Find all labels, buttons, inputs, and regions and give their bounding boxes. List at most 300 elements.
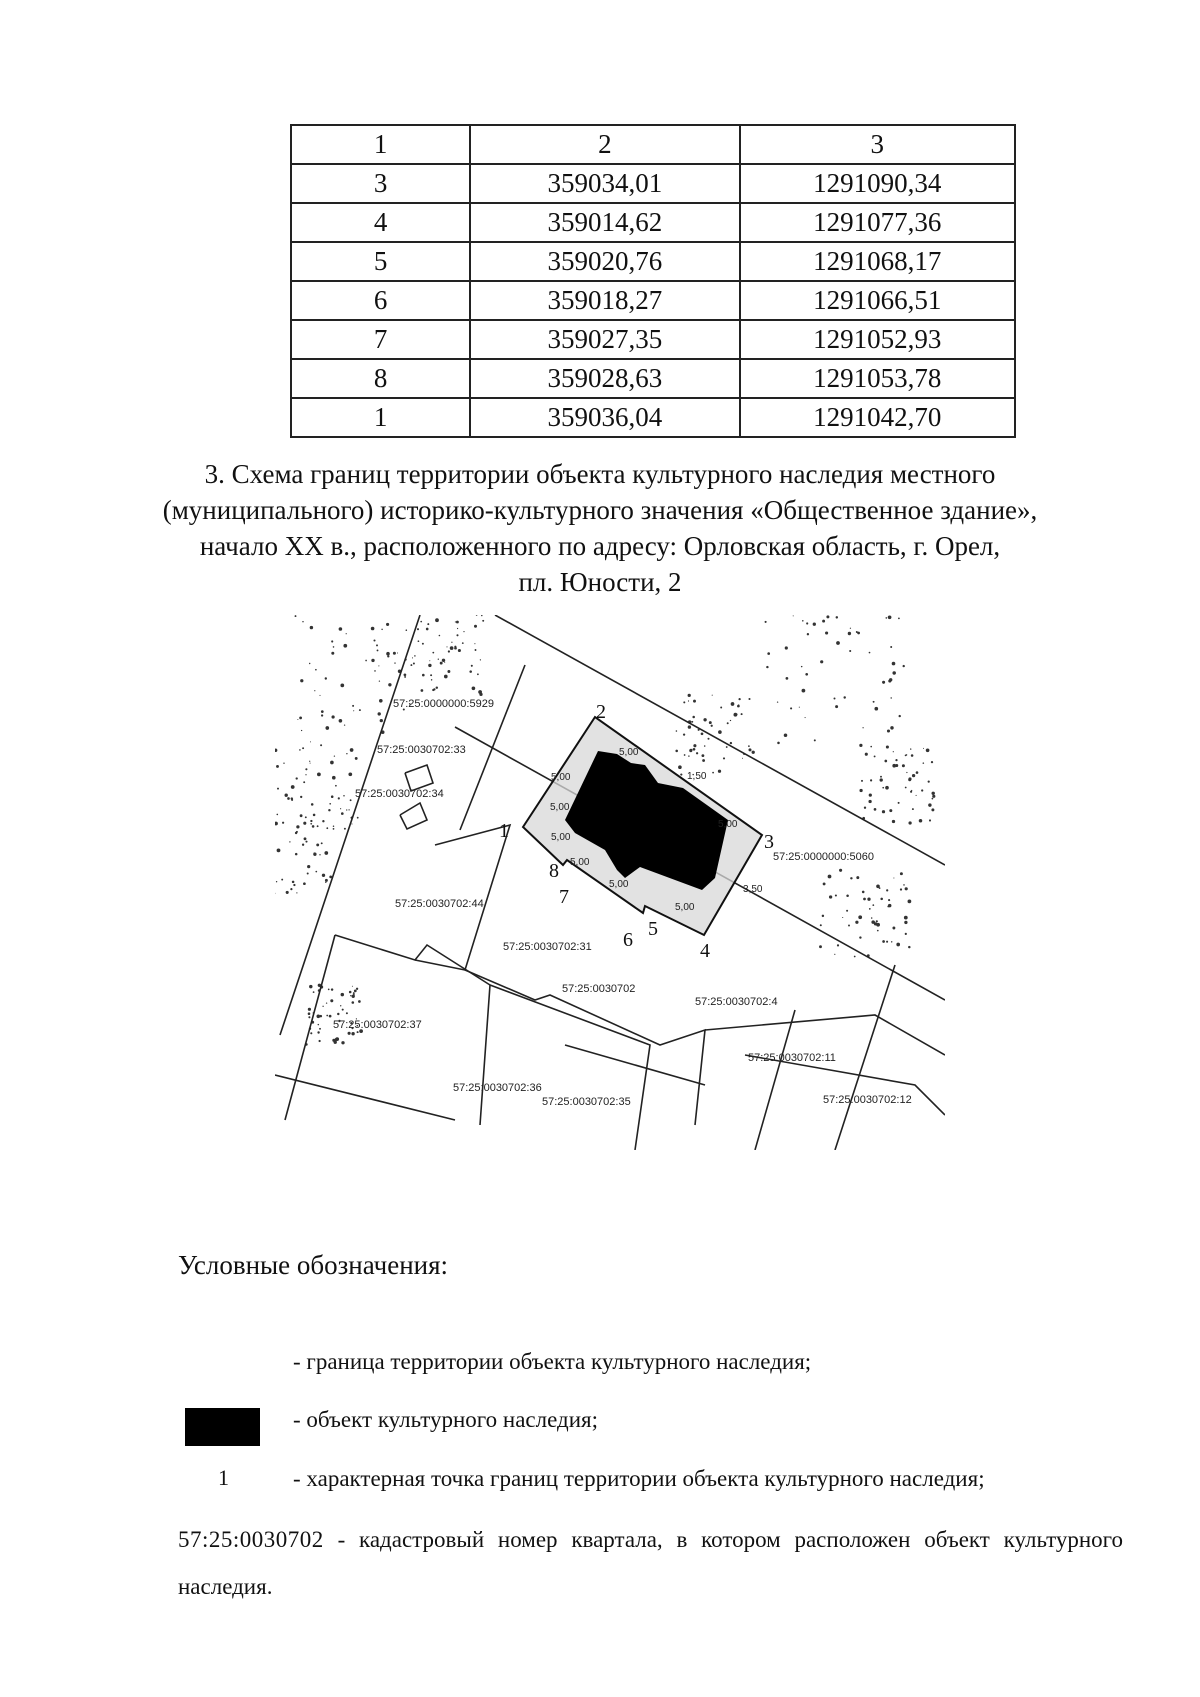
noise-dot — [277, 788, 279, 790]
table-row — [291, 281, 1015, 320]
table-cell: 1291052,93 — [740, 320, 1016, 359]
noise-dot — [843, 696, 845, 698]
noise-dot — [325, 879, 328, 882]
parcel-label-11: 57:25:0030702:11 — [748, 1052, 836, 1064]
noise-dot — [456, 634, 458, 636]
noise-dot — [856, 876, 859, 879]
noise-dot — [748, 745, 750, 747]
noise-dot — [296, 831, 298, 833]
noise-dot — [886, 941, 888, 943]
noise-dot — [882, 810, 885, 813]
noise-dot — [319, 695, 320, 696]
noise-dot — [332, 715, 335, 718]
cadastral-number: 57:25:0030702 — [178, 1527, 324, 1552]
noise-dot — [916, 771, 919, 774]
parcel-label-37: 57:25:0030702:37 — [333, 1019, 422, 1031]
noise-dot — [276, 765, 279, 768]
noise-dot — [476, 615, 478, 616]
noise-dot — [885, 617, 887, 619]
noise-dot — [874, 922, 877, 925]
noise-dot — [404, 676, 406, 678]
noise-dot — [848, 925, 850, 927]
noise-dot — [692, 716, 695, 719]
noise-dot — [849, 650, 851, 652]
dimension-label: 5,00 — [609, 879, 629, 890]
noise-dot — [343, 644, 347, 648]
parcel-35-line — [565, 1045, 705, 1085]
noise-dot — [379, 699, 383, 703]
table-cell: 5 — [291, 242, 470, 281]
noise-dot — [908, 946, 910, 948]
noise-dot — [328, 989, 330, 991]
noise-dot — [859, 744, 862, 747]
table-cell: 359034,01 — [470, 164, 739, 203]
noise-dot — [310, 1032, 312, 1034]
noise-dot — [786, 677, 789, 680]
noise-dot — [321, 710, 324, 713]
noise-dot — [295, 615, 297, 617]
noise-dot — [928, 803, 931, 806]
noise-dot — [378, 712, 381, 715]
noise-dot — [435, 618, 439, 622]
noise-dot — [333, 826, 334, 827]
noise-dot — [324, 851, 328, 855]
noise-dot — [304, 837, 307, 840]
noise-dot — [386, 652, 390, 656]
noise-dot — [322, 820, 324, 822]
noise-dot — [730, 742, 732, 744]
noise-dot — [348, 1032, 351, 1035]
noise-dot — [892, 820, 895, 823]
table-row — [291, 203, 1015, 242]
noise-dot — [693, 748, 696, 751]
noise-dot — [684, 754, 686, 756]
noise-dot — [908, 777, 911, 780]
noise-dot — [766, 666, 768, 668]
point-label-3: 3 — [764, 831, 774, 853]
table-header-cell: 1 — [291, 125, 470, 164]
noise-dot — [900, 872, 903, 875]
noise-dot — [855, 921, 858, 924]
noise-dot — [718, 770, 721, 773]
noise-dot — [412, 657, 413, 658]
noise-dot — [328, 809, 330, 811]
noise-dot — [854, 956, 856, 958]
noise-dot — [873, 701, 875, 703]
table-cell: 1291053,78 — [740, 359, 1016, 398]
noise-dot — [726, 746, 728, 748]
noise-dot — [903, 884, 905, 886]
noise-dot — [806, 622, 808, 624]
noise-dot — [310, 626, 313, 629]
parcel-label-5060: 57:25:0000000:5060 — [773, 851, 874, 863]
noise-dot — [352, 1001, 355, 1004]
noise-dot — [857, 632, 860, 635]
noise-dot — [837, 944, 839, 946]
noise-dot — [738, 704, 740, 706]
noise-dot — [472, 686, 476, 690]
noise-dot — [329, 803, 331, 805]
noise-dot — [305, 841, 307, 843]
noise-dot — [299, 749, 301, 751]
noise-dot — [358, 1000, 361, 1003]
noise-dot — [356, 988, 358, 990]
noise-dot — [300, 814, 303, 817]
noise-dot — [835, 705, 838, 708]
noise-dot — [413, 662, 415, 664]
noise-dot — [344, 828, 346, 830]
noise-dot — [420, 621, 422, 623]
noise-dot — [820, 924, 822, 926]
noise-dot — [442, 659, 445, 662]
parcel-label-34: 57:25:0030702:34 — [355, 788, 444, 800]
noise-dot — [344, 724, 345, 725]
point-label-2: 2 — [596, 701, 606, 723]
noise-dot — [784, 734, 788, 738]
parcel-line-1 — [460, 665, 525, 830]
point-label-1: 1 — [499, 820, 509, 842]
noise-dot — [683, 701, 685, 703]
noise-dot — [343, 795, 345, 797]
noise-dot — [329, 1015, 332, 1018]
noise-dot — [333, 828, 335, 830]
noise-dot — [357, 1031, 359, 1033]
coordinates-table — [290, 124, 1016, 438]
noise-dot — [394, 662, 395, 663]
noise-dot — [305, 774, 306, 775]
noise-dot — [326, 1002, 327, 1003]
noise-dot — [895, 759, 897, 761]
noise-dot — [829, 895, 832, 898]
noise-dot — [892, 927, 895, 930]
noise-dot — [319, 1028, 321, 1030]
noise-dot — [426, 628, 429, 631]
noise-dot — [428, 664, 431, 667]
noise-dot — [309, 663, 310, 664]
noise-dot — [317, 825, 319, 827]
noise-dot — [376, 644, 378, 646]
noise-dot — [825, 631, 828, 634]
noise-dot — [371, 659, 374, 662]
noise-dot — [702, 759, 705, 762]
noise-dot — [309, 985, 312, 988]
noise-dot — [882, 940, 885, 943]
noise-dot — [314, 690, 315, 691]
noise-dot — [397, 652, 398, 653]
noise-dot — [908, 821, 911, 824]
noise-dot — [334, 755, 335, 756]
noise-dot — [872, 904, 874, 906]
noise-dot — [381, 629, 382, 630]
noise-dot — [326, 827, 328, 829]
noise-dot — [357, 817, 359, 819]
noise-dot — [310, 741, 311, 742]
noise-dot — [450, 646, 454, 650]
noise-dot — [342, 1009, 344, 1011]
noise-dot — [432, 652, 434, 654]
noise-dot — [904, 921, 907, 924]
noise-dot — [916, 795, 917, 796]
noise-dot — [431, 679, 432, 680]
noise-dot — [731, 702, 735, 706]
noise-dot — [303, 822, 306, 825]
noise-dot — [870, 746, 872, 748]
noise-dot — [828, 875, 832, 879]
table-header-row — [291, 125, 1015, 164]
noise-dot — [889, 809, 892, 812]
parcel-label-12: 57:25:0030702:12 — [823, 1094, 912, 1106]
noise-dot — [406, 629, 408, 631]
parcel-label-31: 57:25:0030702:31 — [503, 941, 592, 953]
noise-dot — [332, 776, 336, 780]
legend-object-swatch — [185, 1408, 260, 1446]
noise-dot — [730, 720, 731, 721]
noise-dot — [303, 882, 306, 885]
point-label-5: 5 — [648, 918, 658, 940]
noise-dot — [877, 930, 879, 932]
noise-dot — [340, 808, 341, 809]
noise-dot — [350, 748, 354, 752]
noise-dot — [932, 798, 934, 800]
noise-dot — [377, 649, 379, 651]
noise-dot — [341, 993, 344, 996]
parcel-label-quarter: 57:25:0030702 — [562, 983, 636, 995]
dimension-label: 5,00 — [619, 747, 639, 758]
noise-dot — [440, 662, 443, 665]
noise-dot — [898, 618, 900, 620]
noise-dot — [422, 643, 424, 645]
noise-dot — [880, 776, 882, 778]
noise-dot — [807, 633, 809, 635]
noise-dot — [864, 807, 866, 809]
caption-line-4: пл. Юности, 2 — [518, 567, 682, 597]
noise-dot — [734, 713, 738, 717]
dimension-label: 5,00 — [551, 772, 571, 783]
noise-dot — [834, 954, 835, 955]
noise-dot — [283, 763, 284, 764]
noise-dot — [340, 1005, 341, 1006]
noise-dot — [355, 757, 358, 760]
noise-dot — [839, 869, 842, 872]
noise-dot — [862, 891, 865, 894]
table-cell: 1 — [291, 398, 470, 437]
noise-dot — [379, 680, 380, 681]
caption-line-1: 3. Схема границ территории объекта культурного наследия местного — [204, 459, 996, 489]
noise-dot — [691, 721, 693, 723]
noise-dot — [276, 881, 277, 882]
point-label-4: 4 — [700, 940, 710, 962]
noise-dot — [353, 710, 354, 711]
table-row — [291, 242, 1015, 281]
noise-dot — [326, 1015, 328, 1017]
noise-dot — [282, 822, 284, 824]
noise-dot — [707, 738, 709, 740]
noise-dot — [438, 659, 439, 660]
noise-dot — [317, 773, 321, 777]
noise-dot — [321, 842, 323, 844]
table-header-cell: 2 — [470, 125, 739, 164]
noise-dot — [712, 772, 714, 774]
noise-dot — [475, 649, 477, 651]
noise-dot — [887, 729, 890, 732]
noise-dot — [333, 646, 335, 648]
noise-dot — [886, 889, 888, 891]
noise-dot — [888, 904, 891, 907]
dimension-label: 5,00 — [675, 902, 695, 913]
noise-dot — [693, 744, 696, 747]
table-cell: 359018,27 — [470, 281, 739, 320]
noise-dot — [348, 809, 349, 810]
noise-dot — [910, 748, 911, 749]
noise-dot — [296, 892, 297, 893]
noise-dot — [303, 781, 305, 783]
legend-boundary-text: - граница территории объекта культурного наследия; — [293, 1349, 812, 1374]
noise-dot — [785, 646, 788, 649]
noise-dot — [322, 874, 325, 877]
noise-dot — [316, 843, 319, 846]
noise-dot — [292, 881, 295, 884]
noise-dot — [859, 917, 861, 919]
noise-dot — [353, 994, 355, 996]
noise-dot — [457, 628, 458, 629]
noise-dot — [675, 750, 678, 753]
noise-dot — [296, 777, 298, 779]
noise-dot — [319, 854, 320, 855]
noise-dot — [859, 789, 862, 792]
noise-dot — [880, 778, 883, 781]
table-cell: 1291090,34 — [740, 164, 1016, 203]
noise-dot — [380, 719, 383, 722]
noise-dot — [865, 753, 868, 756]
dimension-label: 3,50 — [743, 884, 763, 895]
noise-dot — [931, 761, 933, 763]
noise-dot — [874, 755, 876, 757]
noise-dot — [348, 772, 352, 776]
noise-dot — [318, 1024, 319, 1025]
noise-dot — [276, 814, 278, 816]
noise-dot — [302, 844, 304, 846]
noise-dot — [436, 686, 438, 688]
table-row — [291, 320, 1015, 359]
noise-dot — [900, 888, 902, 890]
noise-dot — [463, 631, 464, 632]
parcel-label-36: 57:25:0030702:36 — [453, 1082, 542, 1094]
noise-dot — [859, 936, 861, 938]
noise-dot — [330, 999, 333, 1002]
table-cell: 1291042,70 — [740, 398, 1016, 437]
noise-dot — [346, 809, 347, 810]
noise-dot — [393, 652, 396, 655]
noise-dot — [339, 719, 343, 723]
noise-dot — [281, 879, 283, 881]
noise-dot — [374, 670, 376, 672]
noise-dot — [869, 793, 872, 796]
noise-dot — [290, 888, 292, 890]
noise-dot — [892, 662, 896, 666]
noise-dot — [793, 615, 794, 616]
noise-dot — [696, 752, 698, 754]
noise-dot — [299, 716, 302, 719]
noise-dot — [805, 673, 808, 676]
noise-dot — [777, 742, 780, 745]
noise-dot — [799, 707, 800, 708]
noise-dot — [862, 727, 863, 728]
caption-line-3: начало XX в., расположенного по адресу: Орловская область, г. Орел, — [199, 531, 1001, 561]
noise-dot — [880, 898, 883, 901]
noise-dot — [890, 697, 891, 698]
noise-dot — [471, 665, 473, 667]
noise-dot — [308, 1012, 311, 1015]
noise-dot — [802, 689, 806, 693]
noise-dot — [690, 749, 693, 752]
noise-dot — [711, 725, 713, 727]
legend-point-text: - характерная точка границ территории объекта культурного наследия; — [293, 1466, 985, 1491]
table-cell: 1291068,17 — [740, 242, 1016, 281]
table-cell: 1291066,51 — [740, 281, 1016, 320]
noise-dot — [286, 891, 289, 894]
noise-dot — [297, 719, 298, 720]
table-cell: 359020,76 — [470, 242, 739, 281]
noise-dot — [876, 920, 878, 922]
parcel-4-line — [705, 1015, 945, 1055]
noise-dot — [861, 780, 863, 782]
noise-dot — [836, 616, 838, 618]
noise-dot — [891, 941, 892, 942]
noise-dot — [874, 808, 877, 811]
noise-dot — [310, 823, 312, 825]
noise-dot — [481, 615, 482, 616]
table-cell: 6 — [291, 281, 470, 320]
noise-dot — [414, 655, 416, 657]
noise-dot — [469, 670, 472, 673]
noise-dot — [349, 991, 352, 994]
table-cell: 7 — [291, 320, 470, 359]
cadastral-footnote — [178, 1516, 1123, 1610]
noise-dot — [850, 628, 851, 629]
noise-dot — [307, 865, 310, 868]
noise-dot — [432, 689, 434, 691]
noise-dot — [834, 698, 836, 700]
noise-dot — [923, 748, 924, 749]
noise-dot — [906, 754, 908, 756]
noise-dot — [836, 641, 840, 645]
noise-dot — [767, 652, 770, 655]
noise-dot — [331, 652, 334, 655]
noise-dot — [908, 900, 912, 904]
noise-dot — [870, 779, 872, 781]
noise-dot — [320, 744, 322, 746]
noise-dot — [311, 803, 314, 806]
noise-dot — [305, 768, 307, 770]
noise-dot — [921, 789, 923, 791]
cadastral-text: - кадастровый номер квартала, в котором расположен объект культурного наследия. — [178, 1527, 1123, 1599]
noise-dot — [842, 917, 843, 918]
noise-dot — [331, 988, 333, 990]
noise-dot — [680, 774, 682, 776]
noise-dot — [876, 884, 880, 888]
noise-dot — [302, 747, 304, 749]
noise-dot — [932, 795, 935, 798]
noise-dot — [888, 615, 892, 619]
noise-dot — [313, 853, 316, 856]
noise-dot — [893, 877, 894, 878]
noise-dot — [896, 943, 900, 947]
noise-dot — [295, 853, 298, 856]
noise-dot — [335, 1038, 338, 1041]
noise-dot — [738, 698, 740, 700]
noise-dot — [444, 675, 448, 679]
noise-dot — [882, 787, 884, 789]
